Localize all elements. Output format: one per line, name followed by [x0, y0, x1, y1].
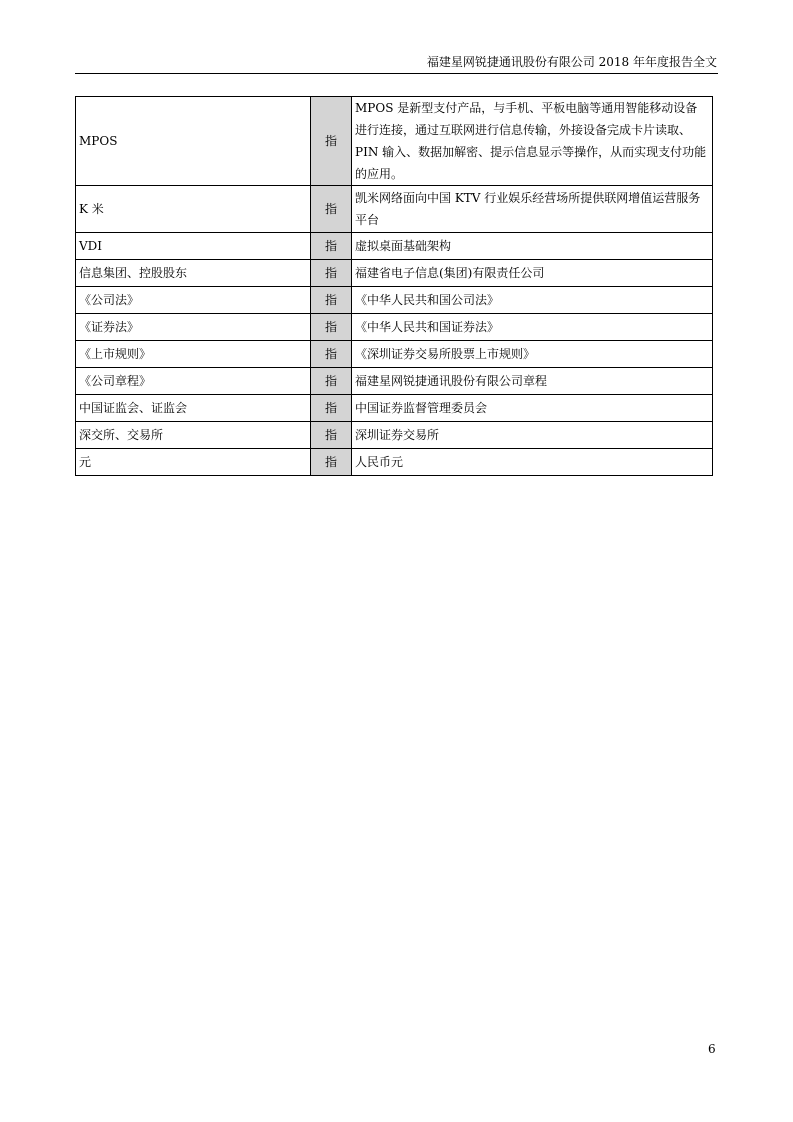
definition-cell: 虚拟桌面基础架构 — [352, 233, 713, 260]
term-cell: VDI — [76, 233, 311, 260]
separator-cell: 指 — [311, 368, 352, 395]
definition-cell: MPOS 是新型支付产品，与手机、平板电脑等通用智能移动设备进行连接，通过互联网进行信息传输，外接设备完成卡片读取、PIN 输入、数据加解密、提示信息显示等操作，从而实现支付功能的应用。 — [352, 97, 713, 186]
table-row — [76, 97, 713, 186]
term-cell: K 米 — [76, 186, 311, 233]
definition-cell: 《深圳证券交易所股票上市规则》 — [352, 341, 713, 368]
term-cell: 《证券法》 — [76, 314, 311, 341]
separator-cell: 指 — [311, 97, 352, 186]
table-row — [76, 449, 713, 476]
separator-cell: 指 — [311, 422, 352, 449]
separator-cell: 指 — [311, 186, 352, 233]
table-row — [76, 186, 713, 233]
separator-cell: 指 — [311, 314, 352, 341]
table-row — [76, 314, 713, 341]
term-cell: MPOS — [76, 97, 311, 186]
table-row — [76, 287, 713, 314]
term-cell: 元 — [76, 449, 311, 476]
table-row — [76, 368, 713, 395]
definition-cell: 人民币元 — [352, 449, 713, 476]
definition-cell: 凯米网络面向中国 KTV 行业娱乐经营场所提供联网增值运营服务平台 — [352, 186, 713, 233]
term-cell: 《公司法》 — [76, 287, 311, 314]
term-cell: 信息集团、控股股东 — [76, 260, 311, 287]
separator-cell: 指 — [311, 395, 352, 422]
definition-cell: 深圳证券交易所 — [352, 422, 713, 449]
definition-cell: 《中华人民共和国公司法》 — [352, 287, 713, 314]
table-row — [76, 395, 713, 422]
definition-cell: 福建星网锐捷通讯股份有限公司章程 — [352, 368, 713, 395]
separator-cell: 指 — [311, 260, 352, 287]
term-cell: 中国证监会、证监会 — [76, 395, 311, 422]
page-number: 6 — [708, 1042, 716, 1056]
separator-cell: 指 — [311, 233, 352, 260]
term-cell: 深交所、交易所 — [76, 422, 311, 449]
definition-cell: 中国证券监督管理委员会 — [352, 395, 713, 422]
table-row — [76, 341, 713, 368]
definition-cell: 《中华人民共和国证券法》 — [352, 314, 713, 341]
header-divider — [75, 73, 718, 74]
definition-cell: 福建省电子信息(集团)有限责任公司 — [352, 260, 713, 287]
separator-cell: 指 — [311, 287, 352, 314]
page-header-title: 福建星网锐捷通讯股份有限公司 2018 年年度报告全文 — [426, 55, 717, 69]
separator-cell: 指 — [311, 449, 352, 476]
table-row — [76, 422, 713, 449]
glossary-table — [75, 96, 713, 476]
term-cell: 《公司章程》 — [76, 368, 311, 395]
term-cell: 《上市规则》 — [76, 341, 311, 368]
table-row — [76, 233, 713, 260]
separator-cell: 指 — [311, 341, 352, 368]
table-row — [76, 260, 713, 287]
